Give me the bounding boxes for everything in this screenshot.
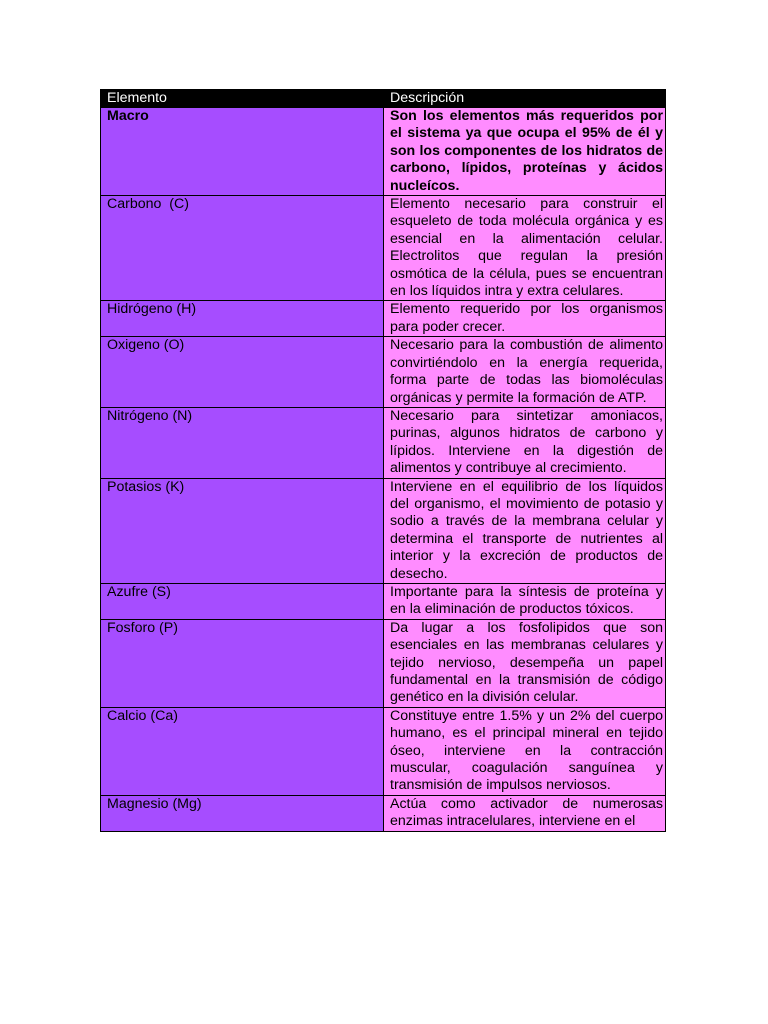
element-cell: Nitrógeno (N)	[101, 407, 384, 478]
table-row	[101, 707, 666, 795]
description-cell: Actúa como activador de numerosas enzimas intracelulares, interviene en el	[384, 795, 666, 831]
element-cell: Macro	[101, 108, 384, 196]
description-cell: Necesario para la combustión de alimento convirtiéndolo en la energía requerida, forma parte de todas las biomoléculas orgánicas y permite la formación de ATP.	[384, 337, 666, 408]
element-cell: Hidrógeno (H)	[101, 301, 384, 337]
table-row	[101, 795, 666, 831]
description-cell: Son los elementos más requeridos por el sistema ya que ocupa el 95% de él y son los componentes de los hidratos de carbono, lípidos, proteínas y ácidos nucleícos.	[384, 108, 666, 196]
description-cell: Interviene en el equilibrio de los líquidos del organismo, el movimiento de potasio y sodio a través de la membrana celular y determina el transporte de nutrientes al interior y la excreción de productos de desecho.	[384, 478, 666, 583]
description-cell: Da lugar a los fosfolipidos que son esenciales en las membranas celulares y tejido nervioso, desempeña un papel fundamental en la transmisión de código genético en la división celular.	[384, 619, 666, 707]
table-row	[101, 619, 666, 707]
description-cell: Necesario para sintetizar amoniacos, purinas, algunos hidratos de carbono y lípidos. Interviene en la digestión de alimentos y contribuye al crecimiento.	[384, 407, 666, 478]
table-row	[101, 337, 666, 408]
element-cell: Fosforo (P)	[101, 619, 384, 707]
description-cell: Constituye entre 1.5% y un 2% del cuerpo humano, es el principal mineral en tejido óseo, interviene en la contracción muscular, coagulación sanguínea y transmisión de impulsos nerviosos.	[384, 707, 666, 795]
description-cell: Importante para la síntesis de proteína y en la eliminación de productos tóxicos.	[384, 583, 666, 619]
description-cell: Elemento requerido por los organismos para poder crecer.	[384, 301, 666, 337]
elements-table	[100, 89, 666, 832]
table-row	[101, 108, 666, 196]
table-row	[101, 196, 666, 301]
element-cell: Azufre (S)	[101, 583, 384, 619]
header-element: Elemento	[101, 90, 384, 108]
table-row	[101, 407, 666, 478]
header-description: Descripción	[384, 90, 666, 108]
element-cell: Calcio (Ca)	[101, 707, 384, 795]
description-cell: Elemento necesario para construir el esqueleto de toda molécula orgánica y es esencial en la alimentación celular. Electrolitos que regulan la presión osmótica de la célula, pues se encuentran en los líquidos intra y extra celulares.	[384, 196, 666, 301]
table-header-row	[101, 90, 666, 108]
element-cell: Oxigeno (O)	[101, 337, 384, 408]
table-row	[101, 583, 666, 619]
element-cell: Magnesio (Mg)	[101, 795, 384, 831]
table-row	[101, 301, 666, 337]
table-row	[101, 478, 666, 583]
element-cell: Potasios (K)	[101, 478, 384, 583]
element-cell: Carbono (C)	[101, 196, 384, 301]
